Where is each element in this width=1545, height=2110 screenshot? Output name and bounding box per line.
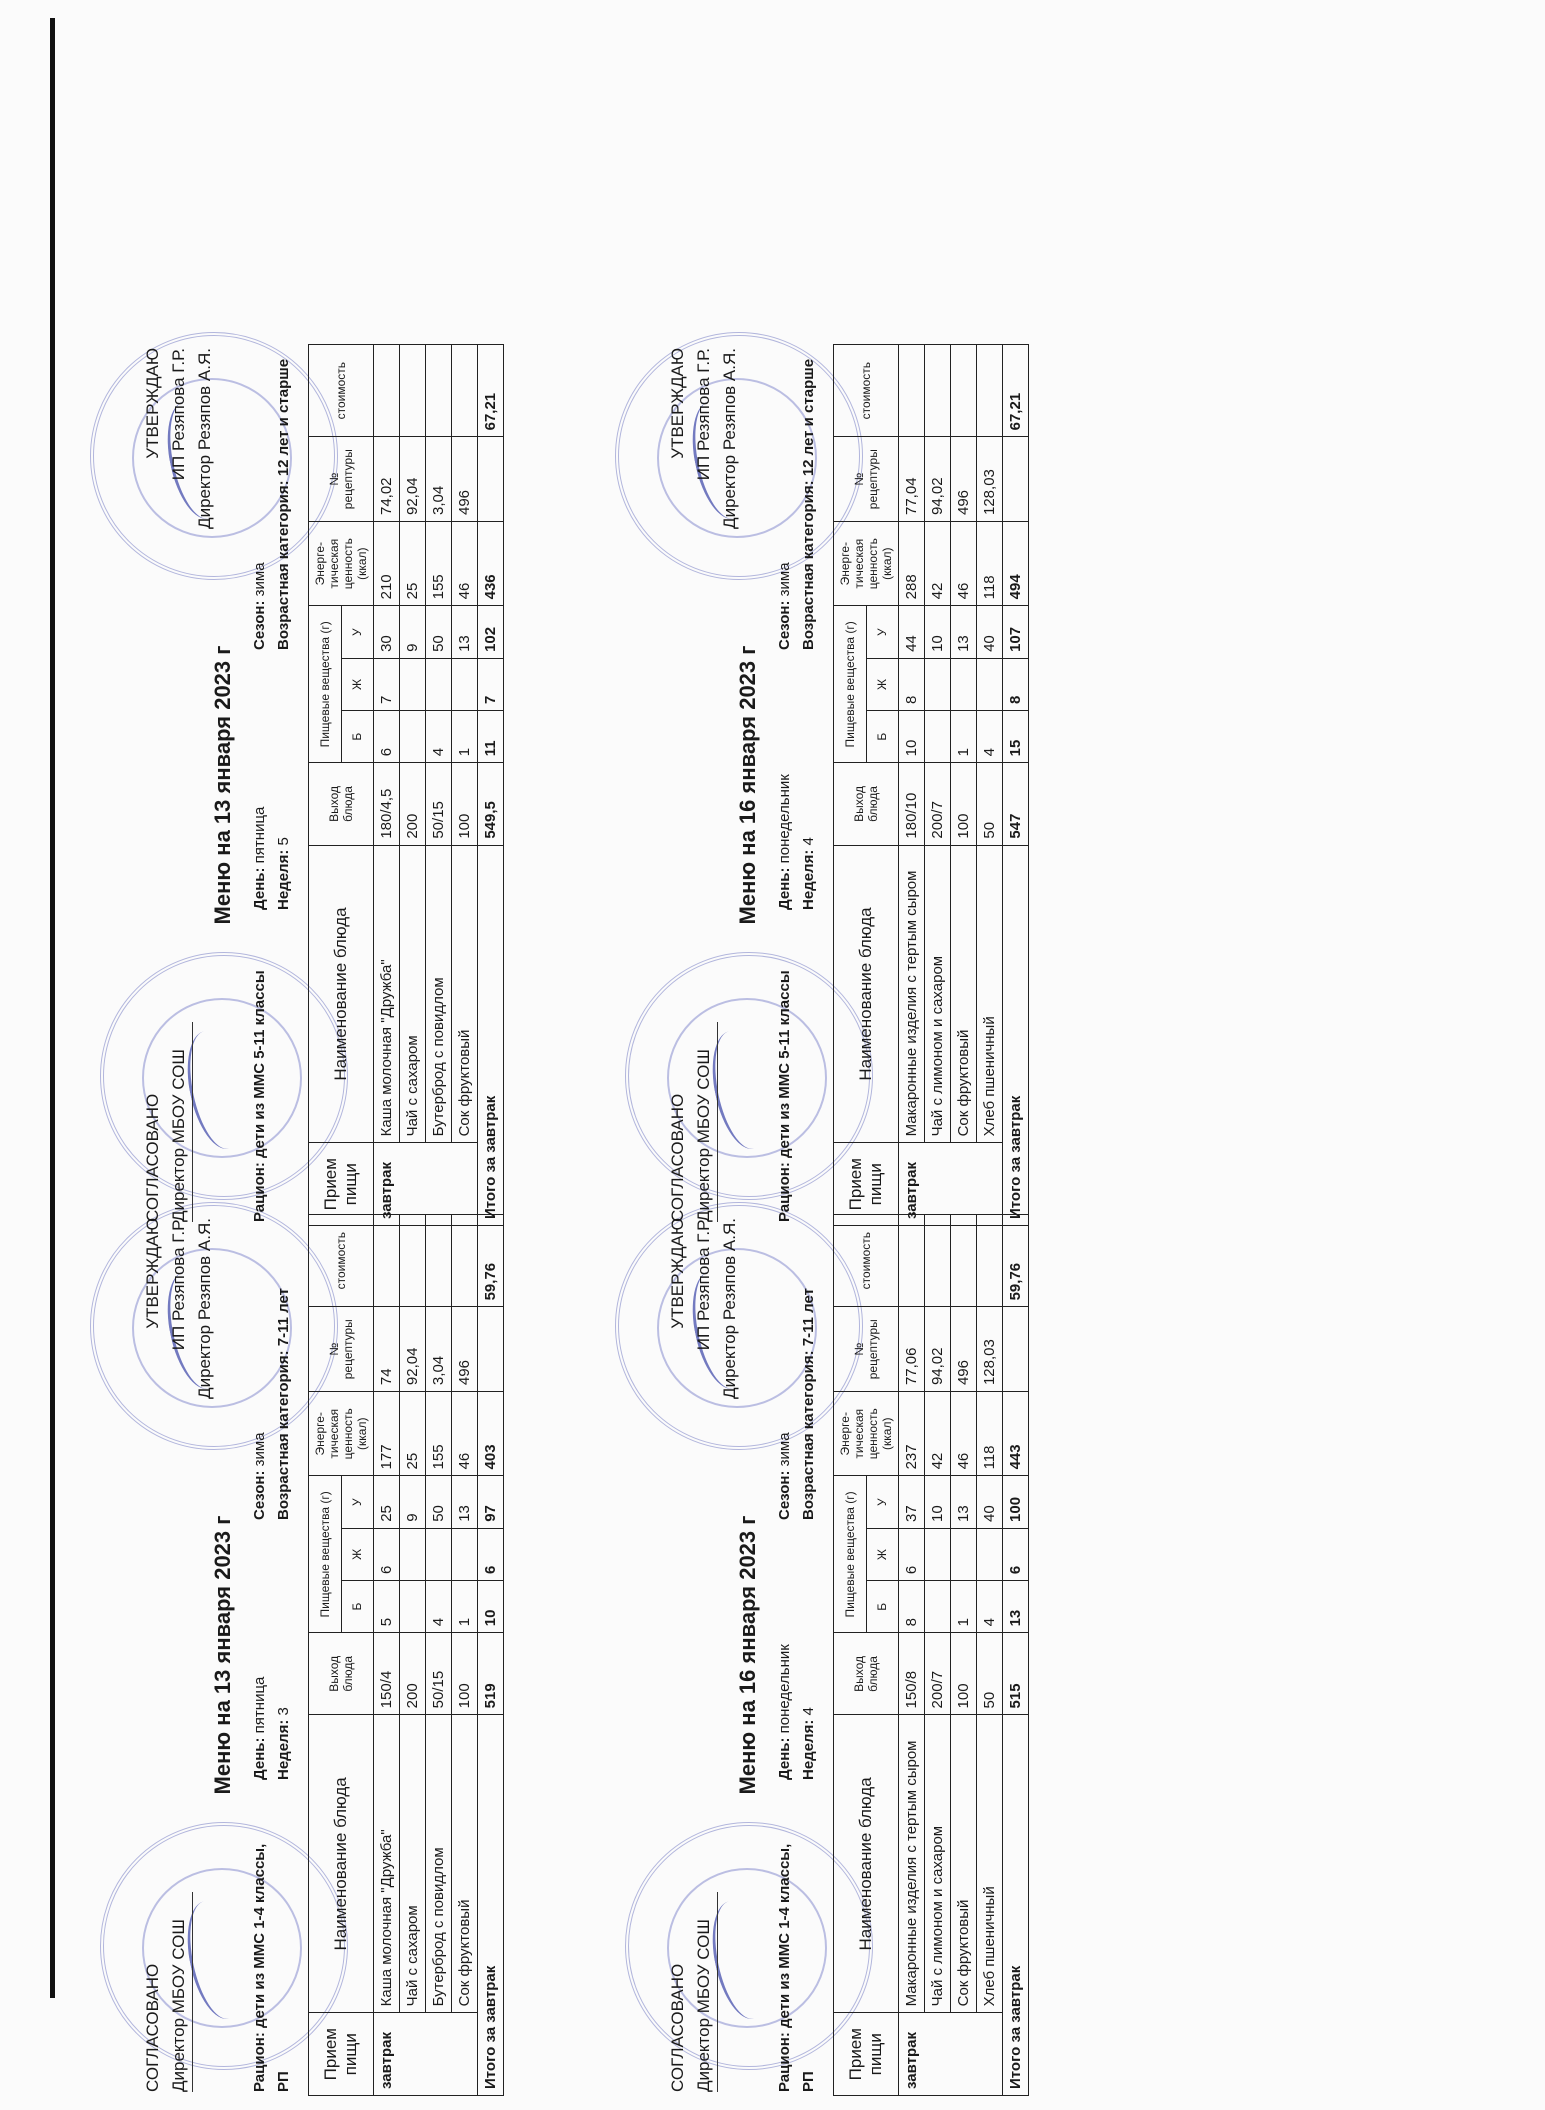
- season-label: Сезон:: [776, 1470, 793, 1520]
- table-cell: 3,04: [426, 1307, 452, 1392]
- table-cell: 403: [478, 1392, 504, 1476]
- table-cell: [452, 658, 478, 710]
- table-cell: 515: [1003, 1633, 1029, 1715]
- table-cell: 494: [1003, 522, 1029, 606]
- table-cell: 67,21: [478, 345, 504, 437]
- menu-table: [308, 1214, 504, 2096]
- col-cost: стоимость: [834, 345, 899, 437]
- table-cell: Чай с лимоном и сахаром: [925, 845, 951, 1143]
- table-cell: 8: [1003, 658, 1029, 710]
- day-value: понедельник: [776, 1644, 793, 1734]
- table-cell: 443: [1003, 1392, 1029, 1476]
- table-cell: [977, 658, 1003, 710]
- table-cell: [374, 345, 400, 437]
- table-cell: 25: [374, 1476, 400, 1528]
- table-row: [374, 345, 400, 1226]
- table-row: [951, 1215, 977, 2096]
- table-cell: 150/4: [374, 1633, 400, 1715]
- table-row: [951, 345, 977, 1226]
- season-value: зима: [251, 1432, 268, 1467]
- table-cell: Сок фруктовый: [951, 1715, 977, 2013]
- meal-cell: завтрак: [374, 2013, 478, 2096]
- agreed-by: Директор МБОУ СОШ: [166, 1892, 193, 2092]
- table-cell: [925, 1581, 951, 1633]
- total-row: [1003, 1215, 1029, 2096]
- table-cell: 100: [1003, 1476, 1029, 1529]
- table-cell: [899, 345, 925, 437]
- table-cell: [478, 437, 504, 522]
- table-row: [400, 1215, 426, 2096]
- table-cell: 1: [452, 711, 478, 763]
- table-row: [925, 345, 951, 1226]
- col-u: У: [866, 1476, 899, 1529]
- table-cell: 496: [951, 437, 977, 522]
- table-cell: 44: [899, 606, 925, 659]
- table-cell: 97: [478, 1476, 504, 1528]
- col-energy: Энерге-тическая ценность (ккал): [834, 522, 899, 606]
- table-cell: 496: [452, 437, 478, 522]
- agreed-label: СОГЛАСОВАНО: [668, 1963, 687, 2092]
- table-cell: Сок фруктовый: [452, 845, 478, 1143]
- season-label: Сезон:: [251, 600, 268, 650]
- total-row: [478, 1215, 504, 2096]
- table-row: [977, 345, 1003, 1226]
- agreed-label: СОГЛАСОВАНО: [143, 1093, 162, 1222]
- table-cell: 436: [478, 522, 504, 606]
- approved-by: Директор Резяпов А.Я.: [195, 1218, 214, 1399]
- table-cell: 150/8: [899, 1633, 925, 1715]
- ration: Рацион: дети из МMC 5-11 классы: [251, 970, 268, 1222]
- table-row: [899, 345, 925, 1226]
- table-cell: [400, 1528, 426, 1580]
- approved-block: [140, 1218, 218, 1399]
- table-cell: 50/15: [426, 1633, 452, 1715]
- approved-label: УТВЕРЖДАЮ: [143, 348, 162, 459]
- table-cell: Сок фруктовый: [951, 845, 977, 1143]
- table-cell: 25: [400, 522, 426, 606]
- table-cell: 6: [374, 1528, 400, 1580]
- col-nutrients: Пищевые вещества (г): [834, 606, 867, 763]
- table-cell: [951, 658, 977, 710]
- total-row: [1003, 345, 1029, 1226]
- table-cell: 50: [426, 1476, 452, 1528]
- table-cell: 74: [374, 1307, 400, 1392]
- table-cell: 50: [977, 1633, 1003, 1715]
- approved-org: ИП Резяпова Г.Р.: [169, 1218, 188, 1351]
- menu-table: [833, 1214, 1029, 2096]
- table-cell: 42: [925, 1392, 951, 1476]
- table-cell: 50: [977, 763, 1003, 845]
- col-cost: стоимость: [309, 1215, 374, 1307]
- total-label: Итого за завтрак: [478, 1715, 504, 2096]
- table-cell: 107: [1003, 606, 1029, 659]
- table-cell: 547: [1003, 763, 1029, 845]
- menu-sheet: [655, 330, 1275, 1240]
- season-age: [248, 359, 296, 650]
- table-cell: 94,02: [925, 437, 951, 522]
- table-cell: 6: [1003, 1528, 1029, 1580]
- day-week: [248, 807, 296, 910]
- col-meal: Прием пищи: [834, 2013, 899, 2096]
- day-label: День:: [251, 867, 268, 910]
- day-value: понедельник: [776, 774, 793, 864]
- table-cell: 177: [374, 1392, 400, 1476]
- table-cell: 92,04: [400, 437, 426, 522]
- approved-org: ИП Резяпова Г.Р.: [169, 348, 188, 481]
- table-cell: 46: [452, 1392, 478, 1476]
- col-recipe: № рецептуры: [834, 437, 899, 522]
- col-zh: Ж: [341, 658, 374, 710]
- table-cell: 4: [977, 711, 1003, 763]
- table-cell: 5: [374, 1580, 400, 1632]
- col-cost: стоимость: [834, 1215, 899, 1307]
- menu-table: [308, 344, 504, 1226]
- week-label: Неделя:: [800, 849, 817, 910]
- table-cell: 519: [478, 1633, 504, 1715]
- season-label: Сезон:: [251, 1470, 268, 1520]
- table-cell: 46: [951, 1392, 977, 1476]
- table-cell: 549,5: [478, 763, 504, 845]
- col-b: Б: [866, 711, 899, 763]
- table-cell: Чай с лимоном и сахаром: [925, 1715, 951, 2013]
- week-label: Неделя:: [275, 1719, 292, 1780]
- header-row: [309, 345, 342, 1226]
- week-value: 5: [275, 837, 292, 846]
- table-cell: 128,03: [977, 437, 1003, 522]
- table-cell: 46: [951, 522, 977, 606]
- col-u: У: [341, 1476, 374, 1528]
- season-value: зима: [776, 1432, 793, 1467]
- table-cell: 13: [951, 1476, 977, 1529]
- table-cell: 42: [925, 522, 951, 606]
- day-week: [773, 1644, 821, 1780]
- table-cell: 102: [478, 606, 504, 659]
- table-cell: 25: [400, 1392, 426, 1476]
- menu-title: Меню на 13 января 2023 г: [210, 1515, 235, 1795]
- total-label: Итого за завтрак: [1003, 845, 1029, 1225]
- menu-title: Меню на 16 января 2023 г: [735, 645, 760, 925]
- week-label: Неделя:: [800, 1719, 817, 1780]
- table-cell: 155: [426, 1392, 452, 1476]
- table-cell: 50/15: [426, 763, 452, 845]
- ration: Рацион: дети из МMC 1-4 классы, РП: [776, 1843, 817, 2092]
- approved-by: Директор Резяпов А.Я.: [720, 1218, 739, 1399]
- approved-label: УТВЕРЖДАЮ: [143, 1218, 162, 1329]
- table-cell: 13: [452, 1476, 478, 1528]
- table-cell: 6: [478, 1528, 504, 1580]
- table-cell: 10: [478, 1580, 504, 1632]
- table-cell: [400, 1580, 426, 1632]
- table-row: [426, 345, 452, 1226]
- table-cell: 92,04: [400, 1307, 426, 1392]
- day-week: [248, 1677, 296, 1780]
- table-cell: Хлеб пшеничный: [977, 1715, 1003, 2013]
- col-b: Б: [341, 711, 374, 763]
- total-label: Итого за завтрак: [478, 845, 504, 1225]
- col-yield: Выход блюда: [834, 1633, 899, 1715]
- table-cell: 40: [977, 606, 1003, 659]
- col-dish: Наименование блюда: [309, 845, 374, 1143]
- table-cell: Бутерброд с повидлом: [426, 845, 452, 1143]
- col-energy: Энерге-тическая ценность (ккал): [309, 1392, 374, 1476]
- table-cell: Макаронные изделия с тертым сыром: [899, 1715, 925, 2013]
- col-zh: Ж: [866, 658, 899, 710]
- table-cell: [400, 345, 426, 437]
- table-cell: 9: [400, 1476, 426, 1528]
- table-cell: Чай с сахаром: [400, 1715, 426, 2013]
- col-cost: стоимость: [309, 345, 374, 437]
- col-nutrients: Пищевые вещества (г): [834, 1476, 867, 1633]
- age-category: Возрастная категория: 12 лет и старше: [800, 358, 817, 650]
- table-cell: 77,04: [899, 437, 925, 522]
- table-cell: 1: [951, 1581, 977, 1633]
- approved-block: [665, 1218, 743, 1399]
- approved-by: Директор Резяпов А.Я.: [195, 348, 214, 529]
- total-row: [478, 345, 504, 1226]
- header-row: [834, 345, 867, 1226]
- table-cell: [925, 711, 951, 763]
- table-cell: 11: [478, 711, 504, 763]
- table-row: [400, 345, 426, 1226]
- table-cell: 237: [899, 1392, 925, 1476]
- table-cell: [1003, 437, 1029, 522]
- col-recipe: № рецептуры: [309, 1307, 374, 1392]
- agreed-block: [140, 1022, 193, 1222]
- approved-org: ИП Резяпова Г.Р.: [694, 1218, 713, 1351]
- meal-cell: завтрак: [899, 1143, 1003, 1226]
- table-cell: [977, 1528, 1003, 1580]
- week-value: 4: [800, 1707, 817, 1716]
- header-row: [309, 1215, 342, 2096]
- season-value: зима: [776, 562, 793, 597]
- agreed-label: СОГЛАСОВАНО: [668, 1093, 687, 1222]
- table-cell: 200: [400, 763, 426, 845]
- table-cell: Чай с сахаром: [400, 845, 426, 1143]
- agreed-block: [665, 1892, 718, 2092]
- agreed-block: [665, 1022, 718, 1222]
- col-energy: Энерге-тическая ценность (ккал): [834, 1392, 899, 1476]
- table-cell: [951, 345, 977, 437]
- table-cell: 30: [374, 606, 400, 659]
- table-cell: [426, 658, 452, 710]
- table-cell: 10: [925, 606, 951, 659]
- total-label: Итого за завтрак: [1003, 1715, 1029, 2096]
- col-recipe: № рецептуры: [309, 437, 374, 522]
- table-cell: [977, 345, 1003, 437]
- table-cell: 155: [426, 522, 452, 606]
- table-cell: 77,06: [899, 1307, 925, 1392]
- agreed-label: СОГЛАСОВАНО: [143, 1963, 162, 2092]
- scan-edge: [50, 18, 55, 1998]
- table-cell: 288: [899, 522, 925, 606]
- table-cell: 180/4,5: [374, 763, 400, 845]
- col-yield: Выход блюда: [309, 763, 374, 845]
- col-nutrients: Пищевые вещества (г): [309, 1476, 342, 1633]
- menu-table: [833, 344, 1029, 1226]
- table-row: [426, 1215, 452, 2096]
- table-cell: 59,76: [478, 1215, 504, 1307]
- table-cell: 9: [400, 606, 426, 659]
- table-cell: 1: [951, 711, 977, 763]
- approved-label: УТВЕРЖДАЮ: [668, 348, 687, 459]
- table-row: [899, 1215, 925, 2096]
- col-yield: Выход блюда: [834, 763, 899, 845]
- table-cell: 3,04: [426, 437, 452, 522]
- table-cell: 210: [374, 522, 400, 606]
- table-cell: 100: [452, 1633, 478, 1715]
- approved-org: ИП Резяпова Г.Р.: [694, 348, 713, 481]
- table-cell: 10: [925, 1476, 951, 1529]
- table-cell: [452, 345, 478, 437]
- table-cell: 1: [452, 1580, 478, 1632]
- approved-block: [140, 348, 218, 529]
- approved-by: Директор Резяпов А.Я.: [720, 348, 739, 529]
- age-category: Возрастная категория: 7-11 лет: [275, 1287, 292, 1520]
- table-row: [452, 1215, 478, 2096]
- col-dish: Наименование блюда: [309, 1715, 374, 2013]
- col-yield: Выход блюда: [309, 1633, 374, 1715]
- col-zh: Ж: [866, 1528, 899, 1580]
- season-value: зима: [251, 562, 268, 597]
- table-cell: 59,76: [1003, 1215, 1029, 1307]
- col-meal: Прием пищи: [309, 1143, 374, 1226]
- season-age: [248, 1288, 296, 1520]
- col-meal: Прием пищи: [834, 1143, 899, 1226]
- menu-title: Меню на 16 января 2023 г: [735, 1515, 760, 1795]
- table-cell: 100: [452, 763, 478, 845]
- table-cell: 8: [899, 658, 925, 710]
- table-cell: 46: [452, 522, 478, 606]
- table-cell: 100: [951, 1633, 977, 1715]
- table-cell: [1003, 1307, 1029, 1392]
- week-value: 4: [800, 837, 817, 846]
- season-age: [773, 1288, 821, 1520]
- table-cell: 50: [426, 606, 452, 659]
- table-cell: 8: [899, 1581, 925, 1633]
- header-row: [834, 1215, 867, 2096]
- agreed-block: [140, 1892, 193, 2092]
- table-cell: 200/7: [925, 1633, 951, 1715]
- table-cell: 67,21: [1003, 345, 1029, 437]
- menu-title: Меню на 13 января 2023 г: [210, 645, 235, 925]
- table-cell: 4: [426, 1580, 452, 1632]
- approved-label: УТВЕРЖДАЮ: [668, 1218, 687, 1329]
- table-row: [452, 345, 478, 1226]
- table-cell: 496: [452, 1307, 478, 1392]
- col-u: У: [341, 606, 374, 659]
- table-cell: 4: [426, 711, 452, 763]
- day-week: [773, 774, 821, 910]
- table-cell: 200/7: [925, 763, 951, 845]
- table-cell: [478, 1307, 504, 1392]
- table-cell: Каша молочная "Дружба": [374, 845, 400, 1143]
- table-cell: 6: [899, 1528, 925, 1580]
- table-cell: [452, 1528, 478, 1580]
- table-cell: 496: [951, 1307, 977, 1392]
- table-cell: 4: [977, 1581, 1003, 1633]
- table-cell: [400, 658, 426, 710]
- season-age: [773, 359, 821, 650]
- meal-cell: завтрак: [899, 2013, 1003, 2096]
- col-recipe: № рецептуры: [834, 1307, 899, 1392]
- table-cell: Каша молочная "Дружба": [374, 1715, 400, 2013]
- season-label: Сезон:: [776, 600, 793, 650]
- day-label: День:: [776, 867, 793, 910]
- week-value: 3: [275, 1707, 292, 1716]
- day-label: День:: [251, 1737, 268, 1780]
- table-cell: 15: [1003, 711, 1029, 763]
- week-label: Неделя:: [275, 849, 292, 910]
- table-cell: Сок фруктовый: [452, 1715, 478, 2013]
- table-cell: 13: [452, 606, 478, 659]
- col-dish: Наименование блюда: [834, 1715, 899, 2013]
- table-cell: [925, 1528, 951, 1580]
- table-cell: 128,03: [977, 1307, 1003, 1392]
- col-b: Б: [866, 1581, 899, 1633]
- table-row: [925, 1215, 951, 2096]
- agreed-by: Директор МБОУ СОШ: [691, 1892, 718, 2092]
- table-cell: [426, 1528, 452, 1580]
- table-cell: 40: [977, 1476, 1003, 1529]
- table-cell: 13: [1003, 1581, 1029, 1633]
- table-cell: Бутерброд с повидлом: [426, 1715, 452, 2013]
- table-cell: [400, 711, 426, 763]
- day-value: пятница: [251, 1676, 268, 1734]
- age-category: Возрастная категория: 12 лет и старше: [275, 358, 292, 650]
- table-cell: [426, 345, 452, 437]
- meal-cell: завтрак: [374, 1143, 478, 1226]
- menu-sheet: [655, 1200, 1275, 2110]
- day-label: День:: [776, 1737, 793, 1780]
- age-category: Возрастная категория: 7-11 лет: [800, 1287, 817, 1520]
- col-nutrients: Пищевые вещества (г): [309, 606, 342, 763]
- table-cell: 100: [951, 763, 977, 845]
- table-cell: 7: [478, 658, 504, 710]
- table-cell: [951, 1528, 977, 1580]
- table-row: [977, 1215, 1003, 2096]
- table-cell: 7: [374, 658, 400, 710]
- ration: Рацион: дети из МMC 5-11 классы: [776, 970, 793, 1222]
- table-cell: [925, 345, 951, 437]
- agreed-by: Директор МБОУ СОШ: [166, 1022, 193, 1222]
- agreed-by: Директор МБОУ СОШ: [691, 1022, 718, 1222]
- col-dish: Наименование блюда: [834, 845, 899, 1143]
- table-cell: 10: [899, 711, 925, 763]
- col-u: У: [866, 606, 899, 659]
- table-cell: 118: [977, 1392, 1003, 1476]
- table-row: [374, 1215, 400, 2096]
- approved-block: [665, 348, 743, 529]
- table-cell: 200: [400, 1633, 426, 1715]
- table-cell: 74,02: [374, 437, 400, 522]
- col-meal: Прием пищи: [309, 2013, 374, 2096]
- table-cell: 180/10: [899, 763, 925, 845]
- day-value: пятница: [251, 806, 268, 864]
- table-cell: 6: [374, 711, 400, 763]
- col-energy: Энерге-тическая ценность (ккал): [309, 522, 374, 606]
- table-cell: 118: [977, 522, 1003, 606]
- table-cell: Хлеб пшеничный: [977, 845, 1003, 1143]
- col-b: Б: [341, 1580, 374, 1632]
- ration: Рацион: дети из ММС 1-4 классы, РП: [251, 1843, 292, 2092]
- table-cell: 37: [899, 1476, 925, 1529]
- table-cell: Макаронные изделия с тертым сыром: [899, 845, 925, 1143]
- col-zh: Ж: [341, 1528, 374, 1580]
- table-cell: [925, 658, 951, 710]
- table-cell: 13: [951, 606, 977, 659]
- table-cell: 94,02: [925, 1307, 951, 1392]
